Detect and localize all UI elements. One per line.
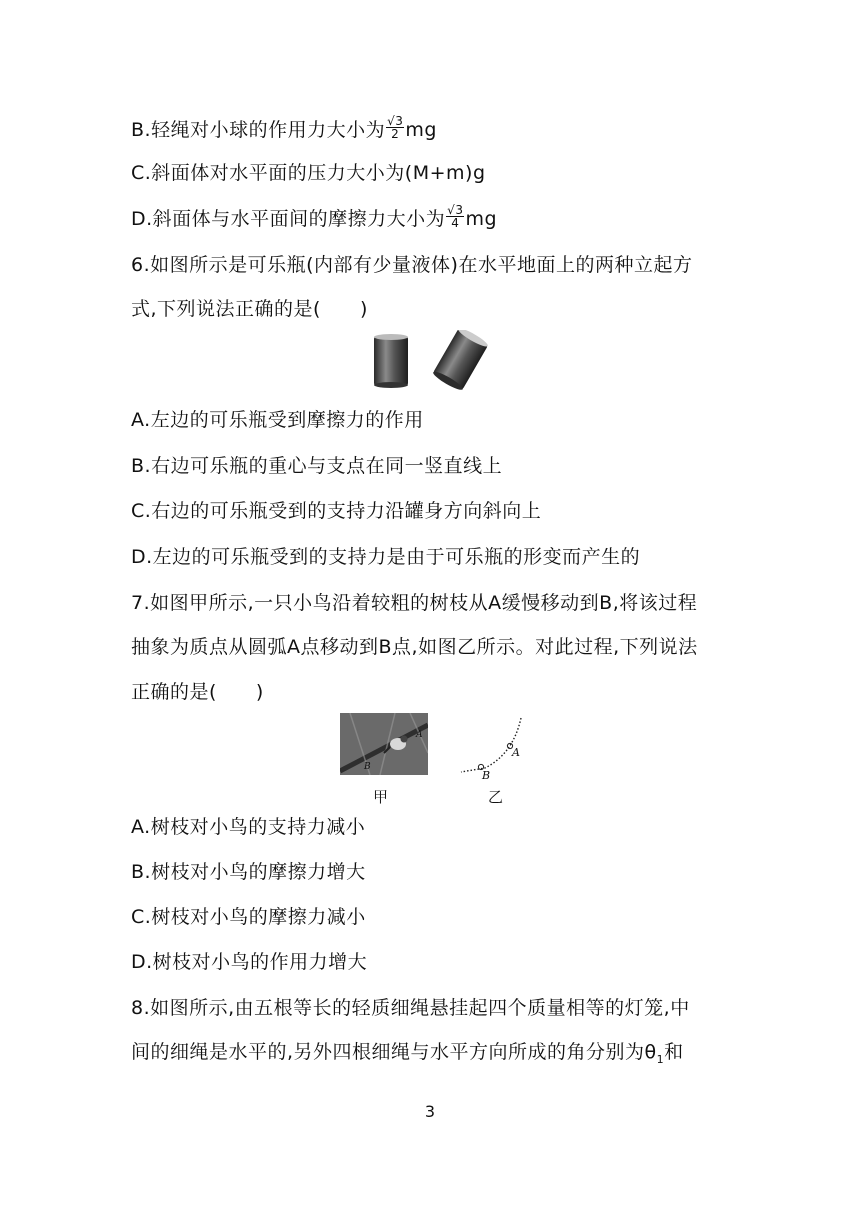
q6-stem-line2: 式,下列说法正确的是( ) [131, 298, 368, 320]
q5-option-b: B.轻绳对小球的作用力大小为 $\frac{√3}{2}$ mg [131, 114, 437, 141]
fraction: $\frac{√3}{2}$ [387, 114, 404, 141]
q8-stem-line2: 间的细绳是水平的,另外四根细绳与水平方向所成的角分别为$\theta_1$和 [131, 1041, 684, 1066]
q7-option-a: A.树枝对小鸟的支持力减小 [131, 816, 366, 838]
q7-stem-line2: 抽象为质点从圆弧A点移动到B点,如图乙所示。对此过程,下列说法 [131, 636, 698, 658]
tilted-can [432, 330, 490, 390]
svg-text:A: A [416, 730, 423, 740]
bird-photo [340, 713, 428, 775]
q7-option-c: C.树枝对小鸟的摩擦力减小 [131, 906, 366, 928]
q5-option-c: C.斜面体对水平面的压力大小为(M+m)g [131, 162, 486, 184]
q5-option-b-text: B.轻绳对小球的作用力大小为 [131, 119, 386, 141]
q8-stem-line1: 8.如图所示,由五根等长的轻质细绳悬挂起四个质量相等的灯笼,中 [131, 997, 690, 1019]
cola-can-figure [370, 330, 500, 390]
arc-diagram [455, 712, 535, 782]
q6-option-c: C.右边的可乐瓶受到的支持力沿罐身方向斜向上 [131, 500, 542, 522]
q6-option-a: A.左边的可乐瓶受到摩擦力的作用 [131, 409, 424, 431]
q5-option-d: D.斜面体与水平面间的摩擦力大小为 $\frac{√3}{4}$ mg [131, 203, 498, 230]
q7-option-d: D.树枝对小鸟的作用力增大 [131, 951, 368, 973]
q6-stem-line1: 6.如图所示是可乐瓶(内部有少量液体)在水平地面上的两种立起方 [131, 254, 693, 276]
upright-can [374, 334, 408, 388]
svg-text:B: B [364, 762, 371, 772]
svg-text:B: B [482, 769, 491, 782]
q7-option-b: B.树枝对小鸟的摩擦力增大 [131, 861, 366, 883]
page-number: 3 [424, 1102, 436, 1121]
figure-caption-left: 甲 [373, 788, 389, 806]
q6-option-b: B.右边可乐瓶的重心与支点在同一竖直线上 [131, 455, 503, 477]
q7-stem-line3: 正确的是( ) [131, 681, 264, 703]
svg-text:A: A [512, 746, 520, 759]
q5-option-d-text: D.斜面体与水平面间的摩擦力大小为 [131, 208, 446, 230]
fraction: $\frac{√3}{4}$ [447, 203, 464, 230]
figure-caption-right: 乙 [488, 788, 504, 806]
q7-stem-line1: 7.如图甲所示,一只小鸟沿着较粗的树枝从A缓慢移动到B,将该过程 [131, 592, 698, 614]
q6-option-d: D.左边的可乐瓶受到的支持力是由于可乐瓶的形变而产生的 [131, 546, 641, 568]
